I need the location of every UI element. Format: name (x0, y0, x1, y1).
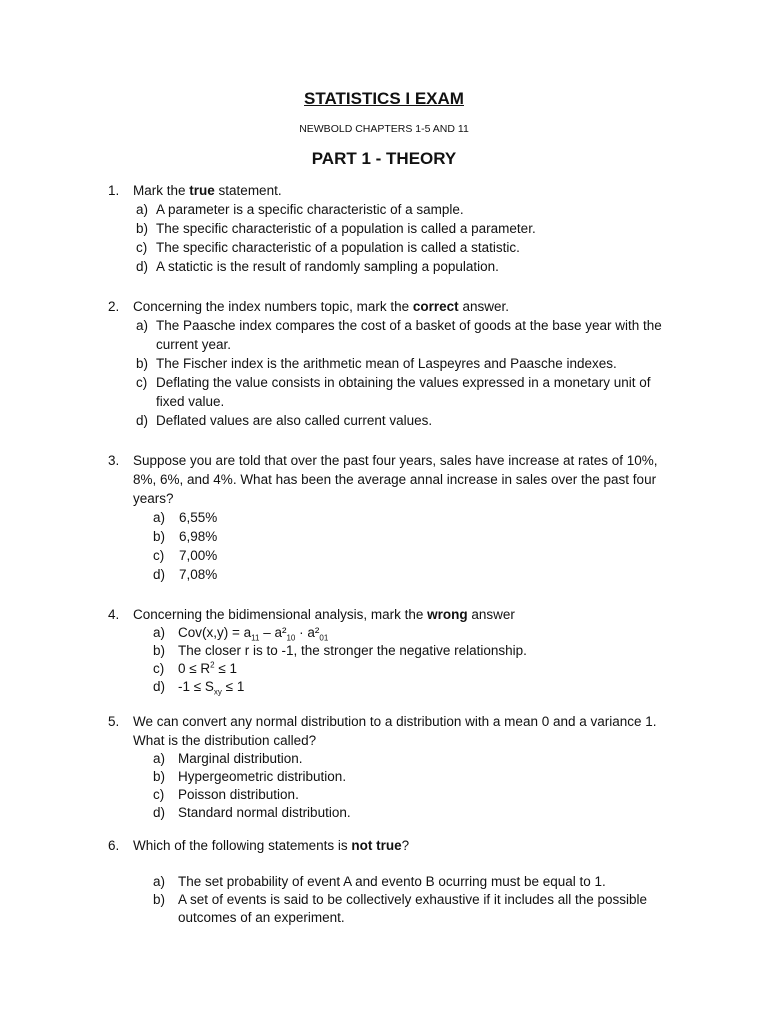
question-6 (108, 836, 668, 927)
option-list (108, 200, 668, 276)
question-number: 2. (108, 299, 120, 314)
question-number: 5. (108, 714, 120, 729)
option-d: d) Deflated values are also called current values. (136, 413, 433, 428)
question-text: Mark the true statement. (133, 183, 282, 198)
option-list (108, 316, 668, 430)
option-c: c) The specific characteristic of a population is called a statistic. (136, 240, 520, 255)
option-b: b) The closer r is to -1, the stronger the negative relationship. (153, 643, 527, 658)
part-heading: PART 1 - THEORY (311, 149, 457, 168)
option-c: c) 7,00% (153, 548, 218, 563)
exam-title: STATISTICS I EXAM (304, 89, 464, 108)
option-list (108, 873, 668, 927)
question-5 (108, 712, 668, 822)
option-c: c) Deflating the value consists in obtaining the values expressed in a monetary unit of fixed value. (136, 375, 651, 409)
option-d: d) Standard normal distribution. (153, 805, 351, 820)
option-a: a) Marginal distribution. (153, 751, 303, 766)
option-a: a) The Paasche index compares the cost of a basket of goods at the base year with the current year. (136, 318, 662, 352)
option-a: a) 6,55% (153, 510, 218, 525)
option-d: d) 7,08% (153, 567, 218, 582)
option-c: c) Poisson distribution. (153, 787, 299, 802)
question-4 (108, 605, 668, 696)
option-b: b) A set of events is said to be collectively exhaustive if it includes all the possible outcomes of an experiment. (153, 892, 647, 925)
question-3 (108, 451, 668, 584)
option-list (108, 750, 668, 822)
question-text: Concerning the index numbers topic, mark the correct answer. (133, 299, 509, 314)
question-text: Suppose you are told that over the past four years, sales have increase at rates of 10%, 8%, 6%, and 4%. What has been the average annal increase in sales over the past four years? (133, 453, 658, 506)
option-a: a) The set probability of event A and evento B ocurring must be equal to 1. (153, 874, 606, 889)
question-number: 3. (108, 453, 120, 468)
option-b: b) 6,98% (153, 529, 218, 544)
option-c: c) $0 \le R^2 \le 1$ (153, 660, 238, 676)
option-b: b) The Fischer index is the arithmetic mean of Laspeyres and Paasche indexes. (136, 356, 617, 371)
option-b: b) Hypergeometric distribution. (153, 769, 347, 784)
question-number: 4. (108, 607, 120, 622)
option-a: a) A parameter is a specific characteristic of a sample. (136, 202, 464, 217)
question-text: Which of the following statements is not true? (133, 838, 410, 853)
question-number: 6. (108, 838, 120, 853)
option-a: a) $Cov(x,y) = a_{11} - a^2_{10} \cdot a^2_{01}$ (153, 625, 329, 643)
option-d: d) A statictic is the result of randomly sampling a population. (136, 259, 499, 274)
question-number: 1. (108, 183, 120, 198)
exam-subtitle: NEWBOLD CHAPTERS 1-5 AND 11 (299, 123, 469, 135)
option-list (108, 508, 668, 584)
question-text: Concerning the bidimensional analysis, mark the wrong answer (133, 607, 515, 622)
question-2 (108, 297, 668, 430)
option-b: b) The specific characteristic of a population is called a parameter. (136, 221, 536, 236)
question-text: We can convert any normal distribution to a distribution with a mean 0 and a variance 1. What is the distribution called? (133, 714, 657, 748)
option-list (108, 624, 668, 696)
question-1 (108, 181, 668, 276)
option-d: d) $-1 \le S_{xy} \le 1$ (153, 679, 245, 697)
